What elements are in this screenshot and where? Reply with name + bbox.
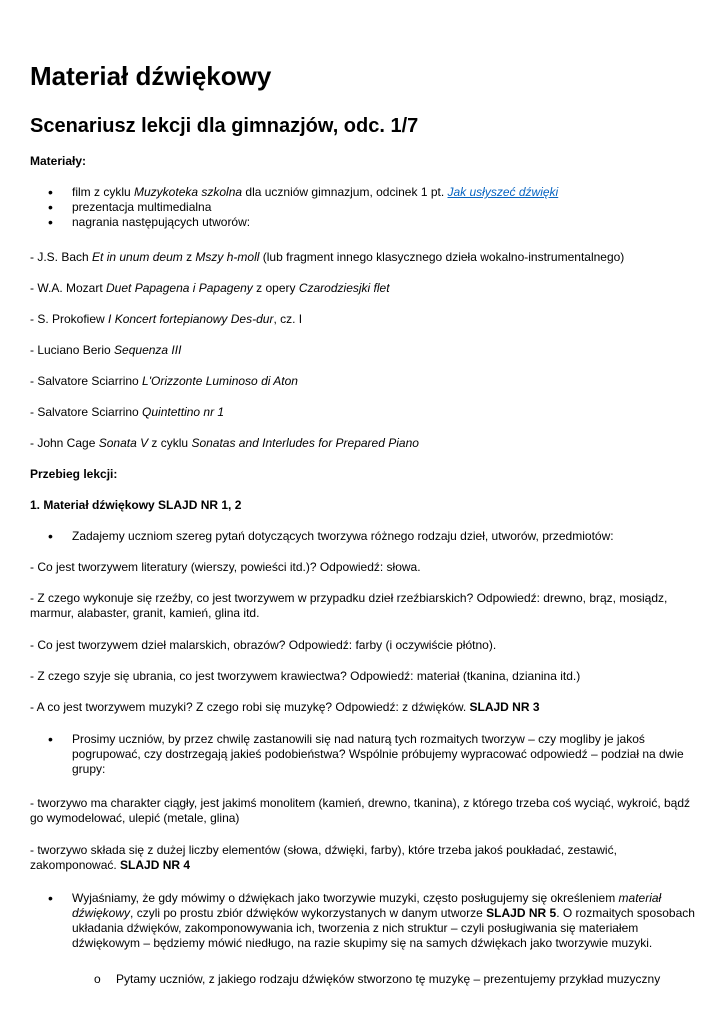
- question-4: - Z czego szyje się ubrania, co jest tworzywem krawiectwa? Odpowiedź: materiał (tkanina, dzianina itd.): [30, 669, 581, 683]
- section-heading: 1. Materiał dźwiękowy SLAJD NR 1, 2: [30, 498, 242, 512]
- lesson-heading: Przebieg lekcji:: [30, 467, 118, 481]
- slide-label: SLAJD NR 4: [120, 858, 191, 872]
- slide-label: SLAJD NR 3: [469, 700, 540, 714]
- group-2: - tworzywo składa się z dużej liczby elementów (słowa, dźwięki, farby), które trzeba jakoś poukładać, zestawić, zakomponować. SLAJD NR 4: [30, 843, 617, 872]
- list-item: • Prosimy uczniów, by przez chwilę zastanowili się nad naturą tych rozmaitych tworzyw – czy mogliby je jakoś pogrupować, czy dostrzegają jakieś podobieństwa? Wspólnie próbujemy wypracować odpowiedź – podział na dwie grupy:: [30, 732, 700, 777]
- film-link[interactable]: Jak usłyszeć dźwięki: [447, 185, 559, 199]
- question-2: - Z czego wykonuje się rzeźby, co jest tworzywem w przypadku dzieł rzeźbiarskich? Odpowiedź: drewno, brąz, mosiądz, marmur, alabaster, granit, kamień, glina itd.: [30, 591, 668, 620]
- list-item: • Wyjaśniamy, że gdy mówimy o dźwiękach jako tworzywie muzyki, często posługujemy się określeniem materiał dźwiękowy, czyli po prostu zbiór dźwięków wykorzystanych w danym utworze SLAJD NR 5. O rozmaitych sposobach układania dźwięków, zakomponowywania ich, tworzenia z nich struktur – czyli posługiwania się materiałem dźwiękowym – będziemy mówić niedługo, na razie skupimy się na samych dźwiękach jako tworzywie muzyki.: [30, 891, 700, 951]
- page-title: Materiał dźwiękowy: [30, 61, 272, 91]
- work-item: - J.S. Bach Et in unum deum z Mszy h-moll (lub fragment innego klasycznego dzieła wokalno-instrumentalnego): [30, 250, 625, 264]
- question-5: - A co jest tworzywem muzyki? Z czego robi się muzykę? Odpowiedź: z dźwięków. SLAJD NR 3: [30, 700, 540, 714]
- question-3: - Co jest tworzywem dzieł malarskich, obrazów? Odpowiedź: farby (i oczywiście płótno).: [30, 638, 497, 652]
- work-item: - John Cage Sonata V z cyklu Sonatas and Interludes for Prepared Piano: [30, 436, 419, 450]
- list-item: o Pytamy uczniów, z jakiego rodzaju dźwięków stworzono tę muzykę – prezentujemy przykład muzyczny: [30, 972, 700, 987]
- bullet-list: [30, 891, 700, 951]
- list-item: • film z cyklu Muzykoteka szkolna dla uczniów gimnazjum, odcinek 1 pt. Jak usłyszeć dźwięki: [30, 185, 700, 200]
- work-item: - W.A. Mozart Duet Papagena i Papageny z opery Czarodziesjki flet: [30, 281, 390, 295]
- work-item: - Salvatore Sciarrino L'Orizzonte Luminoso di Aton: [30, 374, 298, 388]
- work-item: - Luciano Berio Sequenza III: [30, 343, 182, 357]
- question-1: - Co jest tworzywem literatury (wierszy, powieści itd.)? Odpowiedź: słowa.: [30, 560, 421, 574]
- list-item: • prezentacja multimedialna: [30, 200, 700, 215]
- list-item: • nagrania następujących utworów:: [30, 215, 700, 230]
- bullet-list: [30, 732, 700, 777]
- list-item: • Zadajemy uczniom szereg pytań dotyczących tworzywa różnego rodzaju dzieł, utworów, przedmiotów:: [30, 529, 700, 544]
- materials-list: [30, 185, 700, 230]
- work-item: - Salvatore Sciarrino Quintettino nr 1: [30, 405, 225, 419]
- page-subtitle: Scenariusz lekcji dla gimnazjów, odc. 1/7: [30, 115, 419, 137]
- group-1: - tworzywo ma charakter ciągły, jest jakimś monolitem (kamień, drewno, tkanina), z którego trzeba coś wyciąć, wykroić, bądź go wymodelować, ulepić (metale, glina): [30, 796, 691, 825]
- materials-heading: Materiały:: [30, 154, 87, 168]
- bullet-list: [30, 529, 700, 544]
- sub-list: [30, 972, 700, 987]
- slide-label: SLAJD NR 5: [486, 906, 557, 920]
- work-item: - S. Prokofiew I Koncert fortepianowy Des-dur, cz. I: [30, 312, 303, 326]
